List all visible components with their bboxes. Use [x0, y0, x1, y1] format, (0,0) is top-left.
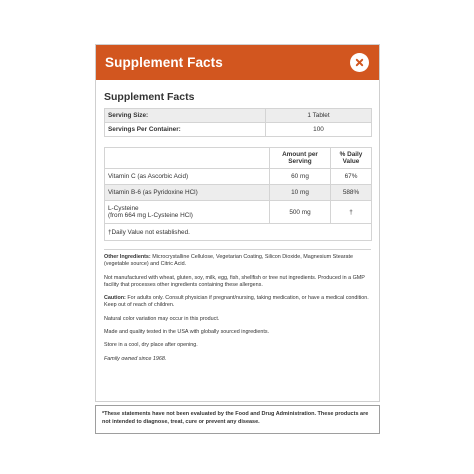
table-row	[105, 201, 372, 224]
caution-paragraph	[104, 295, 371, 310]
nutrient-name-line1: L-Cysteine	[108, 205, 139, 212]
nutrient-name: Vitamin B-6 (as Pyridoxine HCl)	[105, 185, 270, 201]
other-ingredients-label: Other Ingredients:	[104, 254, 151, 260]
fda-disclaimer: *These statements have not been evaluated by the Food and Drug Administration. These products are not intended to diagnose, treat, cure or prevent any disease.	[95, 405, 380, 434]
caution-label: Caution:	[104, 295, 126, 302]
column-header-nutrient	[105, 148, 270, 169]
serving-size-label: Serving Size:	[105, 109, 266, 123]
made-in-note: Made and quality tested in the USA with globally sourced ingredients.	[104, 329, 270, 336]
close-icon	[355, 58, 364, 67]
serving-size-value: 1 Tablet	[266, 109, 372, 123]
storage-note: Store in a cool, dry place after opening.	[104, 342, 198, 349]
allergen-note: Not manufactured with wheat, gluten, soy, milk, egg, fish, shellfish or tree nut ingredients. Produced in a GMP facility that processes other ingredients containing these allergens.	[104, 274, 365, 288]
nutrient-amount: 60 mg	[270, 169, 331, 185]
family-owned-note: Family owned since 1968.	[104, 355, 167, 362]
column-header-amount: Amount per Serving	[270, 148, 331, 169]
supplement-facts-modal	[95, 44, 380, 402]
nutrient-daily-value: †	[331, 201, 372, 224]
nutrient-amount: 10 mg	[270, 185, 331, 201]
table-header-row	[105, 148, 372, 169]
section-title: Supplement Facts	[104, 91, 195, 103]
servings-per-container-label: Servings Per Container:	[105, 123, 266, 137]
table-row	[105, 109, 372, 123]
modal-title: Supplement Facts	[105, 55, 223, 70]
nutrient-daily-value: 588%	[331, 185, 372, 201]
nutrient-name	[105, 201, 270, 224]
modal-header	[96, 45, 379, 80]
nutrient-name: Vitamin C (as Ascorbic Acid)	[105, 169, 270, 185]
other-ingredients-paragraph	[104, 254, 371, 269]
table-row	[105, 123, 372, 137]
modal-body	[96, 80, 379, 363]
other-ingredients-text: Microcrystalline Cellulose, Vegetarian Coating, Silicon Dioxide, Magnesium Stearate (vegetable source) and Citric Acid.	[104, 254, 353, 268]
close-button[interactable]	[350, 53, 369, 72]
table-row	[105, 169, 372, 185]
product-info	[104, 249, 371, 363]
column-header-daily-value: % Daily Value	[331, 148, 372, 169]
nutrient-name-line2: (from 664 mg L-Cysteine HCl)	[108, 212, 193, 219]
nutrient-table	[104, 147, 372, 241]
daily-value-footnote: †Daily Value not established.	[105, 224, 372, 241]
nutrient-amount: 500 mg	[270, 201, 331, 224]
serving-table	[104, 108, 372, 137]
color-note: Natural color variation may occur in this product.	[104, 315, 220, 322]
table-footnote-row	[105, 224, 372, 241]
servings-per-container-value: 100	[266, 123, 372, 137]
table-row	[105, 185, 372, 201]
caution-text: For adults only. Consult physician if pregnant/nursing, taking medication, or have a medical condition. Keep out of reach of children.	[104, 295, 369, 309]
nutrient-daily-value: 67%	[331, 169, 372, 185]
